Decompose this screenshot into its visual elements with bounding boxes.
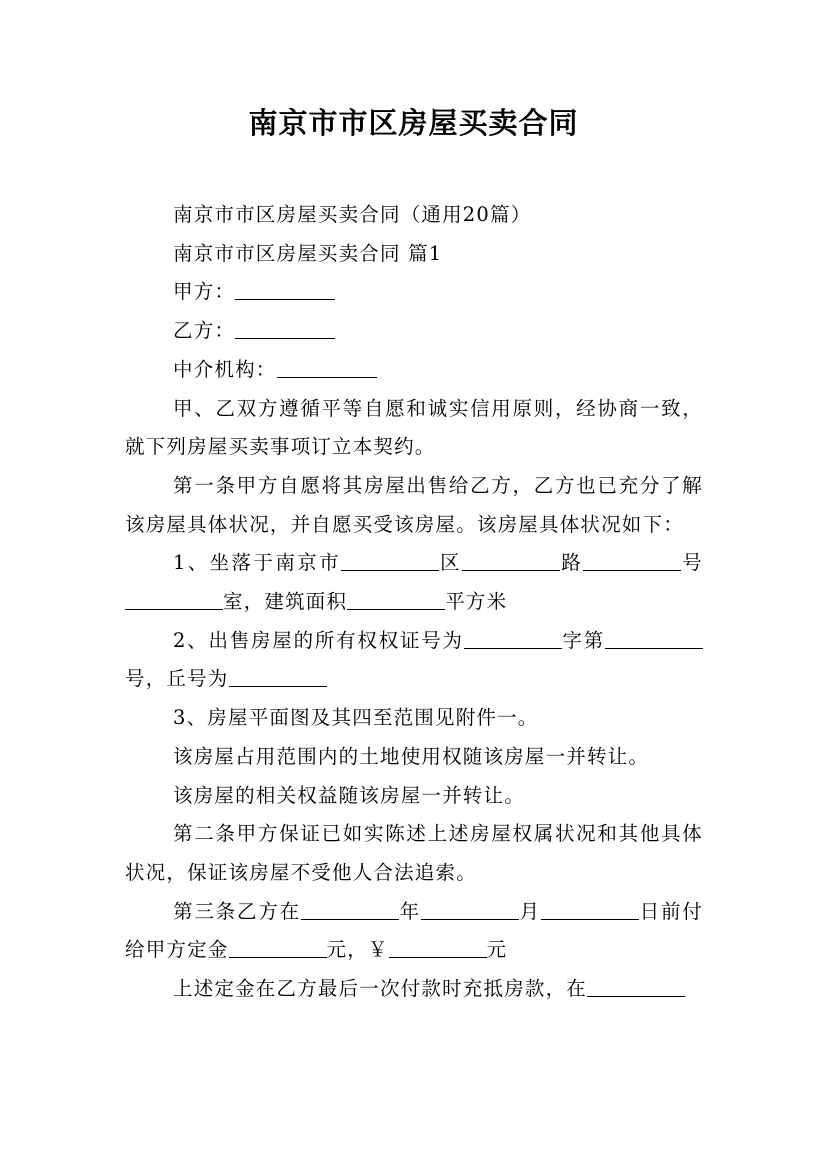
item2-text-b: 字第 bbox=[561, 628, 605, 652]
item1-text-d: 号 bbox=[681, 551, 704, 575]
agency-line bbox=[125, 351, 703, 390]
related-rights-text: 该房屋的相关权益随该房屋一并转让。 bbox=[173, 783, 525, 807]
document-title: 南京市市区房屋买卖合同 bbox=[248, 106, 579, 140]
item1-text-b: 区 bbox=[438, 551, 463, 575]
certificate-number-blank bbox=[605, 627, 703, 648]
item3-text: 3、房屋平面图及其四至范围见附件一。 bbox=[173, 706, 539, 730]
land-rights-text: 该房屋占用范围内的土地使用权随该房屋一并转让。 bbox=[173, 744, 650, 768]
article3-text-f: 元 bbox=[486, 938, 508, 962]
item1-text-c: 路 bbox=[560, 551, 584, 575]
preamble-text: 甲、乙双方遵循平等自愿和诚实信用原则，经协商一致，就下列房屋买卖事项订立本契约。 bbox=[125, 396, 703, 459]
land-rights-paragraph bbox=[125, 738, 703, 777]
item1-paragraph bbox=[125, 544, 703, 621]
deposit-clause-text: 上述定金在乙方最后一次付款时充抵房款，在 bbox=[173, 977, 588, 1001]
item3-paragraph bbox=[125, 699, 703, 738]
area-blank bbox=[347, 589, 445, 610]
party-a-label: 甲方： bbox=[173, 280, 236, 304]
article3-text-e: 元，￥ bbox=[326, 938, 389, 962]
preamble-paragraph bbox=[125, 390, 703, 467]
deposit-amount-blank bbox=[229, 937, 327, 958]
item1-text-f: 平方米 bbox=[445, 590, 508, 614]
section-heading: 南京市市区房屋买卖合同 篇1 bbox=[173, 241, 443, 265]
article3-paragraph bbox=[125, 893, 703, 970]
article1-paragraph bbox=[125, 467, 703, 544]
article3-text-c: 月 bbox=[519, 899, 541, 923]
month-blank bbox=[421, 898, 519, 919]
article3-text-d: 日前付给甲方定金 bbox=[125, 899, 704, 962]
party-b-label: 乙方： bbox=[173, 319, 236, 343]
deposit-clause-paragraph bbox=[125, 970, 703, 1009]
item2-paragraph bbox=[125, 622, 703, 699]
certificate-blank bbox=[464, 627, 562, 648]
parcel-number-blank bbox=[229, 666, 327, 687]
party-b-line bbox=[125, 312, 703, 351]
document-body bbox=[125, 196, 703, 1009]
deposit-clause-blank bbox=[587, 976, 685, 997]
agency-label: 中介机构： bbox=[173, 357, 277, 381]
article1-text: 第一条甲方自愿将其房屋出售给乙方，乙方也已充分了解该房屋具体状况，并自愿买受该房屋。该房屋具体状况如下： bbox=[125, 473, 703, 536]
subtitle-text: 南京市市区房屋买卖合同（通用20篇） bbox=[173, 203, 532, 226]
year-blank bbox=[301, 898, 399, 919]
district-blank bbox=[341, 550, 439, 571]
road-blank bbox=[462, 550, 560, 571]
party-b-blank bbox=[235, 318, 335, 339]
item2-text-a: 2、出售房屋的所有权权证号为 bbox=[173, 628, 464, 652]
party-a-blank bbox=[235, 279, 335, 300]
article3-text-b: 年 bbox=[399, 899, 422, 923]
item1-text-e: 室，建筑面积 bbox=[223, 590, 348, 614]
item2-text-c: 号，丘号为 bbox=[125, 667, 229, 691]
item1-text-a: 1、坐落于南京市 bbox=[173, 551, 341, 575]
article2-text: 第二条甲方保证已如实陈述上述房屋权属状况和其他具体状况，保证该房屋不受他人合法追索。 bbox=[125, 822, 703, 884]
day-blank bbox=[541, 898, 639, 919]
section-heading-line bbox=[125, 235, 703, 274]
subtitle-line bbox=[125, 196, 703, 235]
article2-paragraph bbox=[125, 815, 703, 892]
number-blank bbox=[583, 550, 681, 571]
party-a-line bbox=[125, 273, 703, 312]
related-rights-paragraph bbox=[125, 777, 703, 816]
agency-blank bbox=[277, 356, 377, 377]
room-blank bbox=[125, 589, 223, 610]
deposit-yuan-blank bbox=[389, 937, 487, 958]
article3-text-a: 第三条乙方在 bbox=[173, 899, 302, 923]
